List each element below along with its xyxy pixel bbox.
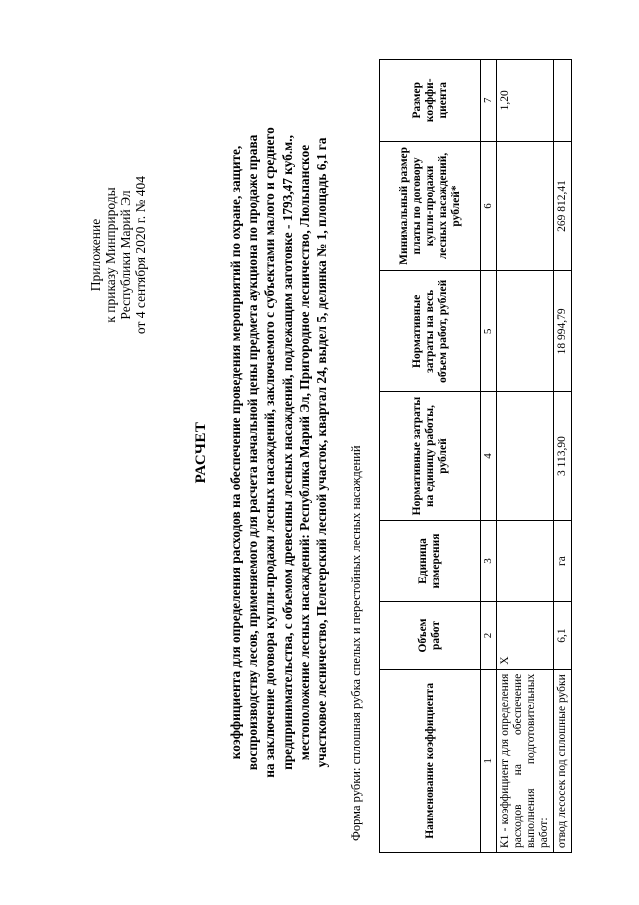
cell-min-pay xyxy=(497,141,554,271)
appendix-line: Приложение xyxy=(88,218,103,292)
column-number: 3 xyxy=(481,520,497,601)
col-header-volume: Объем работ xyxy=(380,602,481,669)
column-number: 2 xyxy=(481,602,497,669)
appendix-line: от 4 сентября 2020 г. № 404 xyxy=(133,175,148,335)
heading-line: предпринимательства, с объемом древесины лесных насаждений, подлежащим заготовке - 1793,47 куб.м., xyxy=(279,135,295,770)
cell-coef xyxy=(554,60,572,142)
col-header-name: Наименование коэффициента xyxy=(380,669,481,852)
cell-norm-total: 18 994,79 xyxy=(554,271,572,392)
table-header-row xyxy=(380,60,481,853)
cell-norm-total xyxy=(497,271,554,392)
document-heading xyxy=(227,60,330,845)
cell-unit xyxy=(497,520,554,601)
cell-coef: 1,20 xyxy=(497,60,554,142)
col-header-min-pay: Минимальный размер платы по договору купли-продажи лесных насаждений, рублей* xyxy=(380,141,481,271)
cell-volume: 6,1 xyxy=(554,602,572,669)
column-number: 6 xyxy=(481,141,497,271)
col-header-coef: Размер коэффи-циента xyxy=(380,60,481,142)
appendix-line: Республики Марий Эл xyxy=(118,190,133,320)
cell-norm-unit xyxy=(497,392,554,521)
col-header-norm-unit: Нормативные затраты на единицу работы, рублей xyxy=(380,392,481,521)
felling-form-line: Форма рубки: сплошная рубка спелых и перестойных лесных насаждений xyxy=(349,445,363,841)
appendix-line: к приказу Минприроды xyxy=(103,187,118,323)
column-number: 1 xyxy=(481,669,497,852)
cell-volume: Х xyxy=(497,602,554,669)
cell-name: отвод лесосек под сплошные рубки xyxy=(554,669,572,852)
col-header-norm-total: Нормативные затраты на весь объем работ, рублей xyxy=(380,271,481,392)
cell-name: К1 - коэффициент для определения расходов на обеспечение выполнения подготовительных работ: xyxy=(497,669,554,852)
table-row xyxy=(497,60,554,853)
cell-unit: га xyxy=(554,520,572,601)
col-header-unit: Единица измерения xyxy=(380,520,481,601)
heading-line: воспроизводству лесов, применяемого для расчета начальной цены предмета аукциона по продаже права xyxy=(245,134,261,771)
calculation-table xyxy=(379,59,572,853)
appendix-note xyxy=(88,145,148,365)
document-title: РАСЧЕТ xyxy=(193,421,209,484)
heading-line: на заключение договора купли-продажи лесных насаждений, заключаемого с субъектами малого и среднего xyxy=(262,127,278,778)
cell-norm-unit: 3 113,90 xyxy=(554,392,572,521)
heading-line: участковое лесничество, Пелегерский лесной участок, квартал 24, выдел 5, делянка № 1, площадь 6,1 га xyxy=(314,137,330,768)
column-number-row xyxy=(481,60,497,853)
column-number: 5 xyxy=(481,271,497,392)
heading-line: местоположение лесных насаждений: Республика Марий Эл, Пригородное лесничество, Люльпанское xyxy=(296,144,312,761)
table-row xyxy=(554,60,572,853)
heading-line: коэффициента для определения расходов на обеспечение проведения мероприятий по охране, защите, xyxy=(228,145,243,760)
column-number: 7 xyxy=(481,60,497,142)
column-number: 4 xyxy=(481,392,497,521)
cell-min-pay: 269 812,41 xyxy=(554,141,572,271)
